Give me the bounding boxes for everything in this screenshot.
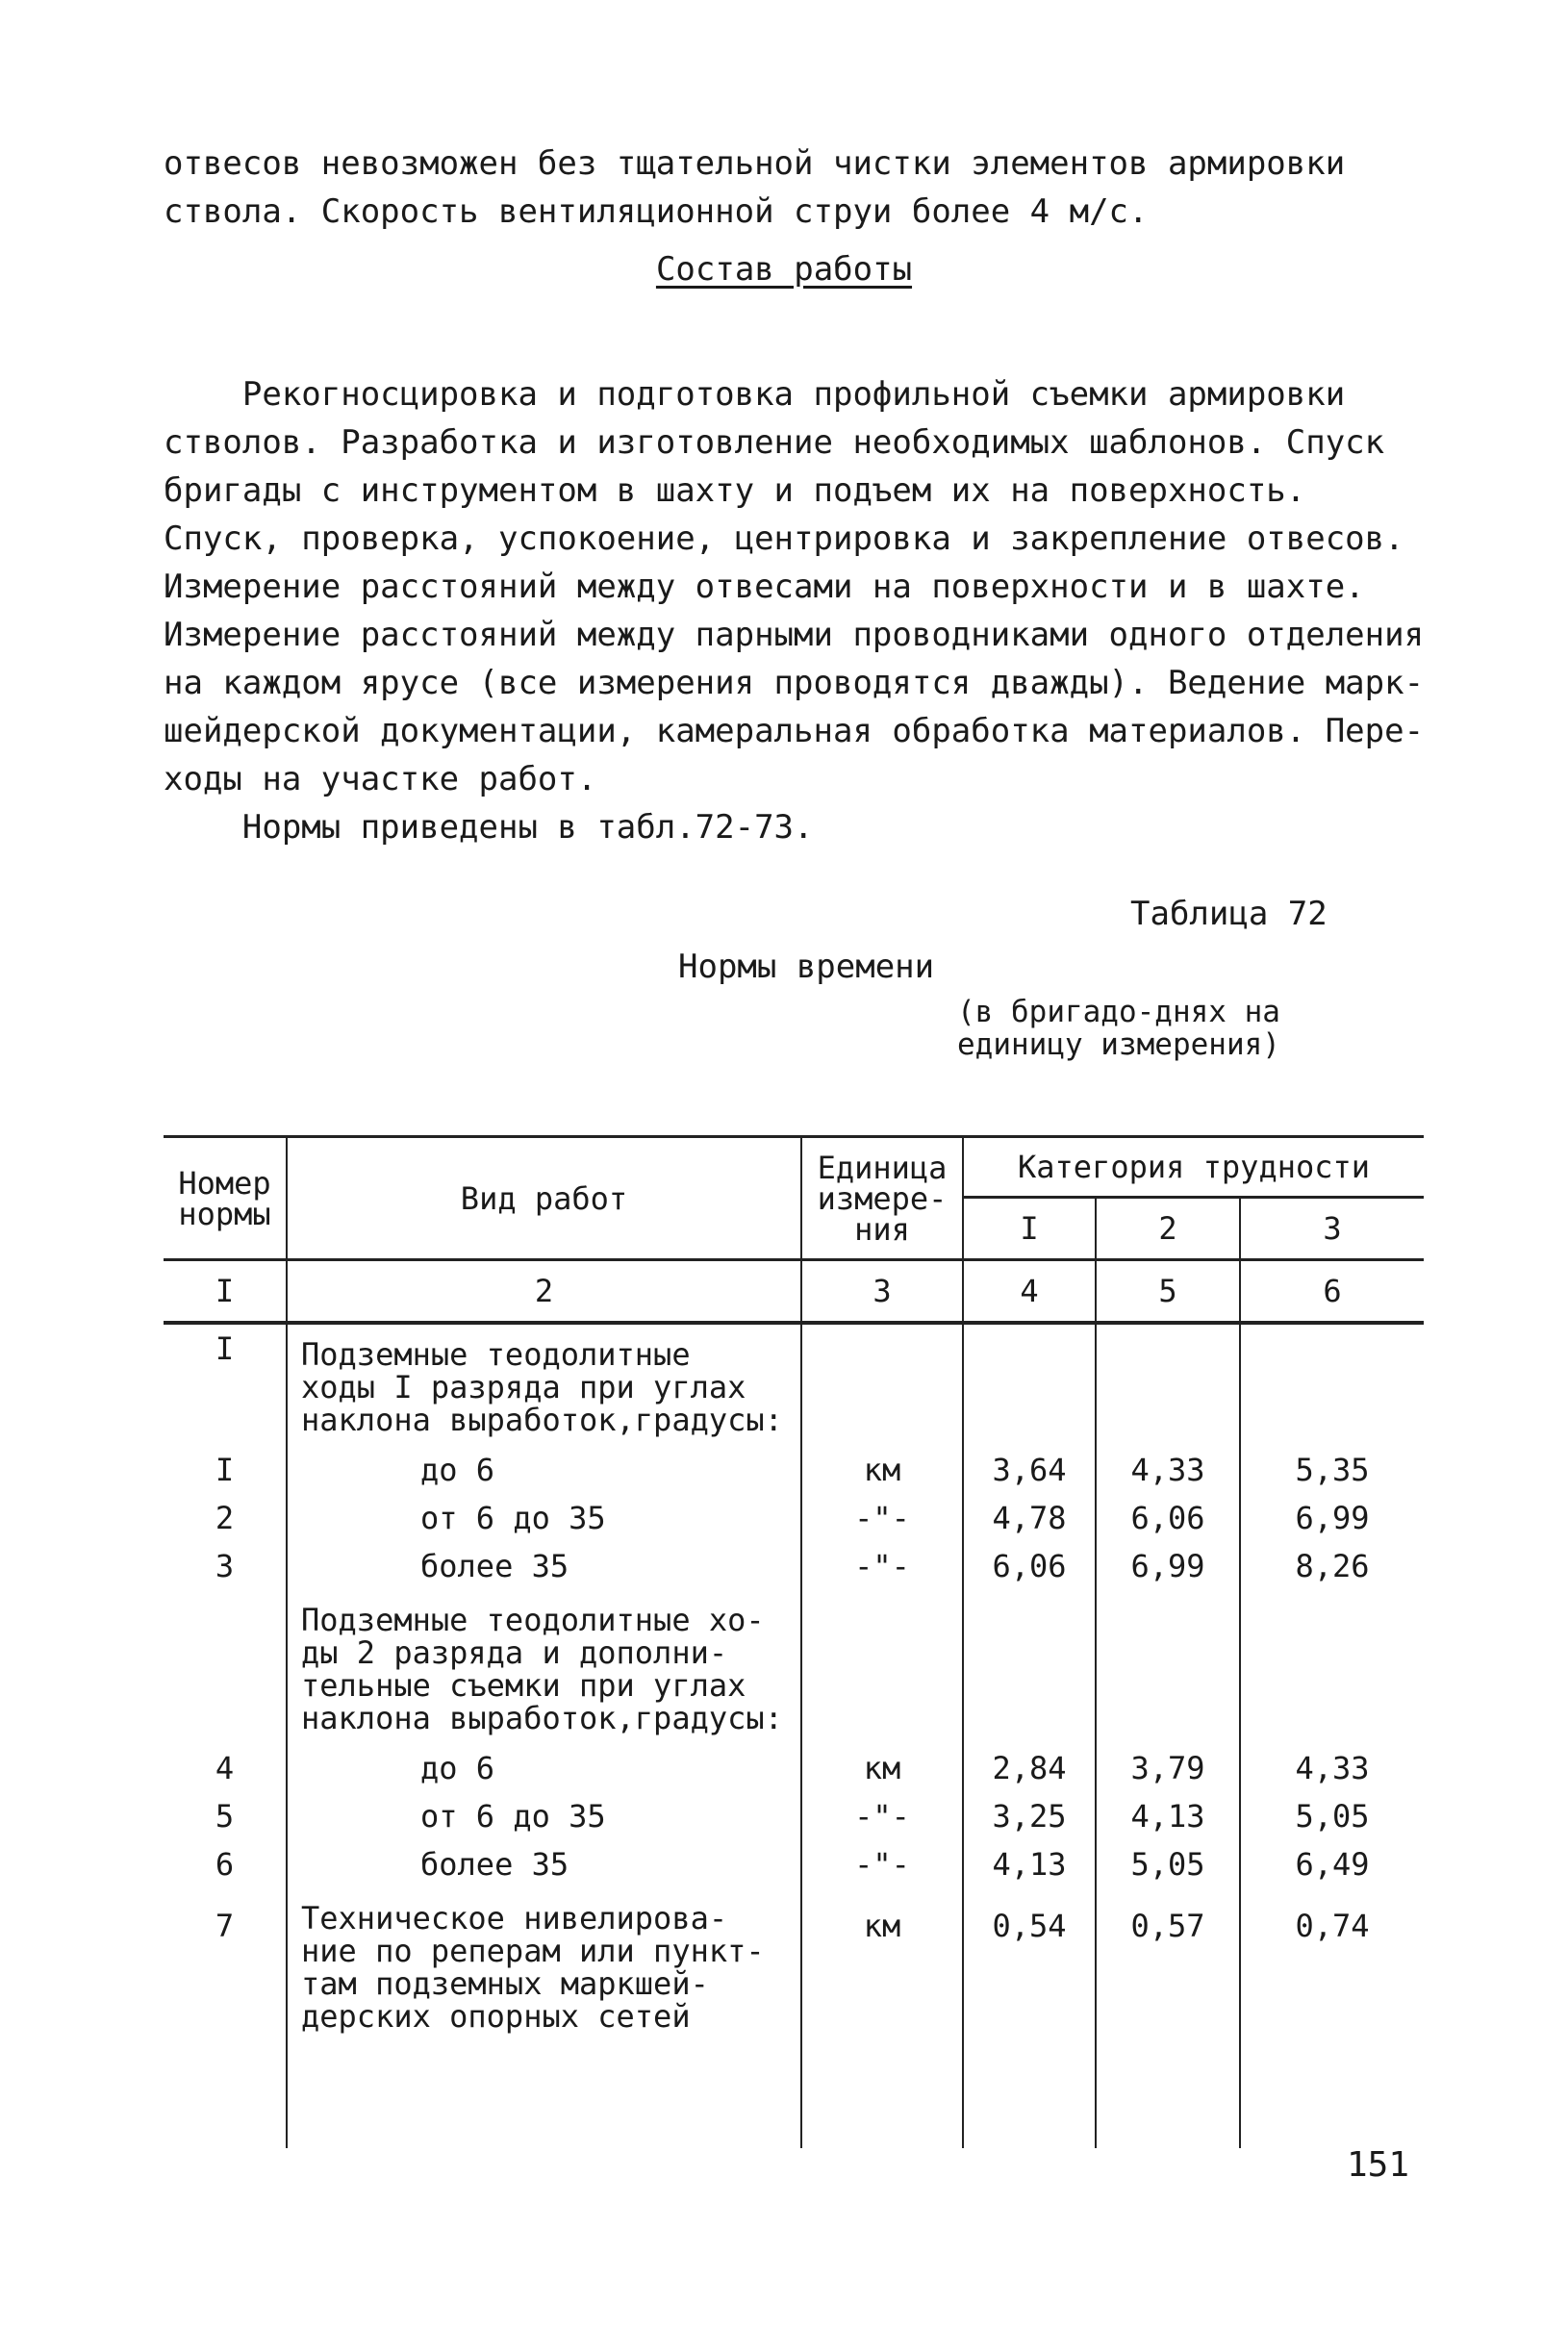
- value-cell: 2,84: [963, 1744, 1096, 1792]
- column-number: 5: [1096, 1260, 1240, 1324]
- value-cell: 3,79: [1096, 1744, 1240, 1792]
- intro-paragraph: [164, 139, 1433, 236]
- table-row: [164, 1840, 1424, 1888]
- table-row: [164, 1446, 1424, 1494]
- value-cell: 6,06: [963, 1542, 1096, 1590]
- work-cell: до 6: [287, 1446, 801, 1494]
- value-cell: 4,33: [1240, 1744, 1424, 1792]
- value-cell: 3,25: [963, 1792, 1096, 1840]
- unit-cell: км: [801, 1446, 963, 1494]
- header-cat-3: 3: [1240, 1198, 1424, 1260]
- column-number: 3: [801, 1260, 963, 1324]
- norm-number-cell: I: [164, 1323, 287, 1446]
- norm-number-cell: 4: [164, 1744, 287, 1792]
- page-number: 151: [1347, 2145, 1410, 2185]
- units-note: [957, 996, 1280, 1061]
- unit-cell: -"-: [801, 1542, 963, 1590]
- norm-number-cell: 7: [164, 1888, 287, 2042]
- unit-cell: -"-: [801, 1494, 963, 1542]
- work-description-cell: Техническое нивелирова- ние по реперам или пункт- там подземных маркшей- дерских опорных сетей: [287, 1888, 801, 2042]
- table-row: [164, 1888, 1424, 2042]
- value-cell: 0,57: [1096, 1888, 1240, 2042]
- table-row: [164, 1494, 1424, 1542]
- body-paragraph: [164, 370, 1433, 851]
- value-cell: 3,64: [963, 1446, 1096, 1494]
- text-line: бригады с инструментом в шахту и подъем их на поверхность.: [164, 471, 1306, 510]
- table-title: Нормы времени: [678, 948, 935, 986]
- value-cell: 4,13: [1096, 1792, 1240, 1840]
- norm-number-cell: I: [164, 1446, 287, 1494]
- table-label: Таблица 72: [1130, 895, 1328, 933]
- norm-number-cell: [164, 1590, 287, 1744]
- text-line: Измерение расстояний между отвесами на поверхности и в шахте.: [164, 568, 1365, 606]
- text-line: ходы на участке работ.: [164, 760, 597, 798]
- unit-cell: км: [801, 1888, 963, 2042]
- value-cell: 6,99: [1240, 1494, 1424, 1542]
- text-line: Рекогносцировка и подготовка профильной съемки армировки: [164, 375, 1346, 414]
- value-cell: 5,35: [1240, 1446, 1424, 1494]
- norm-number-cell: 3: [164, 1542, 287, 1590]
- work-cell: более 35: [287, 1840, 801, 1888]
- table-row: [164, 1744, 1424, 1792]
- text-line: шейдерской документации, камеральная обработка материалов. Пере-: [164, 712, 1425, 750]
- value-cell: 4,33: [1096, 1446, 1240, 1494]
- text-line: ствола. Скорость вентиляционной струи более 4 м/с.: [164, 192, 1149, 231]
- column-number: 4: [963, 1260, 1096, 1324]
- value-cell: 6,99: [1096, 1542, 1240, 1590]
- work-cell: более 35: [287, 1542, 801, 1590]
- units-note-line: единицу измерения): [957, 1027, 1280, 1062]
- text-line: Измерение расстояний между парными проводниками одного отделения: [164, 616, 1425, 654]
- header-work-type: Вид работ: [287, 1137, 801, 1260]
- section-heading-text: Состав работы: [655, 250, 913, 289]
- value-cell: 5,05: [1096, 1840, 1240, 1888]
- column-number: 2: [287, 1260, 801, 1324]
- column-number: I: [164, 1260, 287, 1324]
- work-description-cell: Подземные теодолитные хо- ды 2 разряда и дополни- тельные съемки при углах наклона выработок,градусы:: [287, 1590, 801, 1744]
- work-cell: от 6 до 35: [287, 1792, 801, 1840]
- column-number: 6: [1240, 1260, 1424, 1324]
- value-cell: 6,49: [1240, 1840, 1424, 1888]
- norm-number-cell: 2: [164, 1494, 287, 1542]
- text-line: стволов. Разработка и изготовление необходимых шаблонов. Спуск: [164, 423, 1385, 462]
- header-cat-1: I: [963, 1198, 1096, 1260]
- header-cat-2: 2: [1096, 1198, 1240, 1260]
- value-cell: 5,05: [1240, 1792, 1424, 1840]
- norms-table: [164, 1135, 1424, 2148]
- header-difficulty: Категория трудности: [963, 1137, 1424, 1198]
- text-line: отвесов невозможен без тщательной чистки элементов армировки: [164, 144, 1346, 183]
- unit-cell: -"-: [801, 1792, 963, 1840]
- header-unit: Единица измере- ния: [801, 1137, 963, 1260]
- units-note-line: (в бригадо-днях на: [957, 995, 1280, 1029]
- work-description-cell: Подземные теодолитные ходы I разряда при углах наклона выработок,градусы:: [287, 1323, 801, 1446]
- header-norm-number: Номер нормы: [164, 1137, 287, 1260]
- value-cell: 0,74: [1240, 1888, 1424, 2042]
- table-spacer-row: [164, 2042, 1424, 2148]
- work-cell: от 6 до 35: [287, 1494, 801, 1542]
- value-cell: 6,06: [1096, 1494, 1240, 1542]
- unit-cell: км: [801, 1744, 963, 1792]
- table-row: [164, 1590, 1424, 1744]
- work-cell: до 6: [287, 1744, 801, 1792]
- norm-number-cell: 5: [164, 1792, 287, 1840]
- text-line: Нормы приведены в табл.72-73.: [164, 808, 814, 847]
- section-heading: [0, 250, 1568, 289]
- value-cell: 8,26: [1240, 1542, 1424, 1590]
- text-line: Спуск, проверка, успокоение, центрировка и закрепление отвесов.: [164, 519, 1404, 558]
- text-line: на каждом ярусе (все измерения проводятся дважды). Ведение марк-: [164, 664, 1425, 702]
- value-cell: 4,78: [963, 1494, 1096, 1542]
- value-cell: 4,13: [963, 1840, 1096, 1888]
- table-row: [164, 1323, 1424, 1446]
- norm-number-cell: 6: [164, 1840, 287, 1888]
- value-cell: 0,54: [963, 1888, 1096, 2042]
- table-row: [164, 1542, 1424, 1590]
- table-row: [164, 1792, 1424, 1840]
- unit-cell: -"-: [801, 1840, 963, 1888]
